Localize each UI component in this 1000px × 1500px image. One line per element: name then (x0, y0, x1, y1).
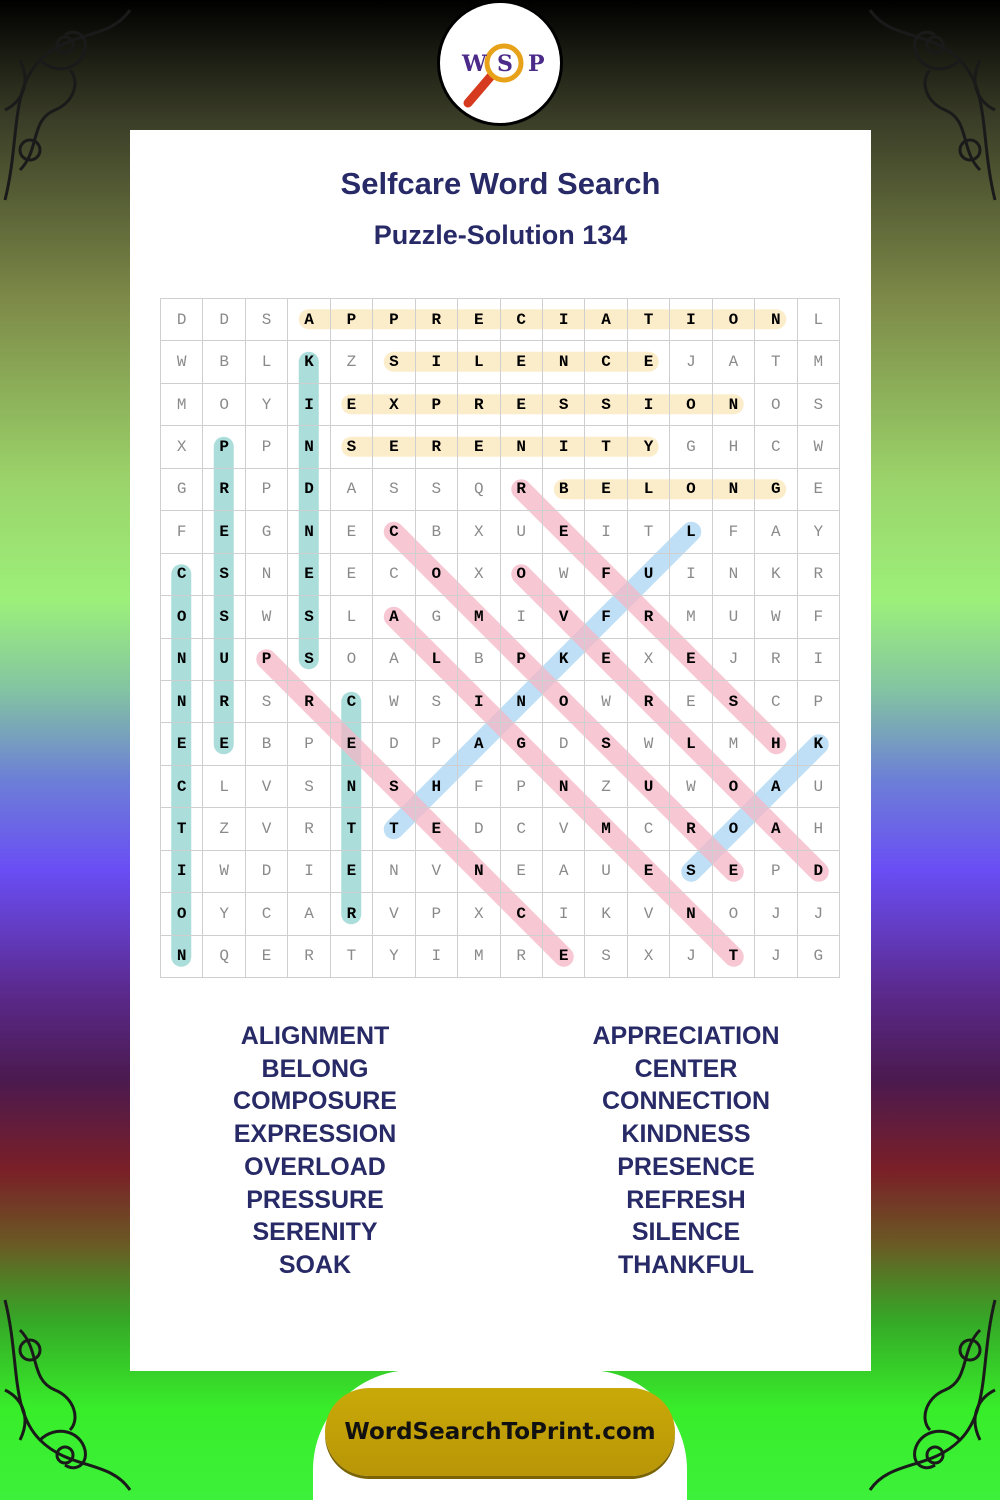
grid-cell[interactable]: L (458, 341, 500, 383)
grid-cell[interactable]: L (246, 341, 288, 383)
grid-cell[interactable]: L (331, 596, 373, 638)
grid-cell[interactable]: R (331, 893, 373, 935)
grid-cell[interactable]: N (288, 511, 330, 553)
grid-cell[interactable]: N (713, 469, 755, 511)
grid-cell[interactable]: Y (373, 936, 415, 978)
grid-cell[interactable]: K (288, 341, 330, 383)
grid-cell[interactable]: L (670, 723, 712, 765)
grid-cell[interactable]: X (458, 554, 500, 596)
grid-cell[interactable]: L (203, 766, 245, 808)
grid-cell[interactable]: C (373, 511, 415, 553)
grid-cell[interactable]: L (416, 639, 458, 681)
grid-cell[interactable]: R (501, 936, 543, 978)
grid-cell[interactable]: S (543, 384, 585, 426)
grid-cell[interactable]: U (501, 511, 543, 553)
grid-cell[interactable]: E (670, 639, 712, 681)
grid-cell[interactable]: M (798, 341, 840, 383)
grid-cell[interactable]: I (670, 554, 712, 596)
grid-cell[interactable]: E (331, 723, 373, 765)
grid-cell[interactable]: P (373, 299, 415, 341)
grid-cell[interactable]: S (585, 723, 627, 765)
grid-cell[interactable]: C (585, 341, 627, 383)
grid-cell[interactable]: V (628, 893, 670, 935)
word-list-item: PRESSURE (246, 1185, 384, 1214)
grid-cell[interactable]: E (501, 341, 543, 383)
grid-cell[interactable]: O (670, 469, 712, 511)
grid-cell[interactable]: C (501, 299, 543, 341)
grid-cell[interactable]: W (670, 766, 712, 808)
grid-cell[interactable]: O (543, 681, 585, 723)
grid-cell[interactable]: O (713, 766, 755, 808)
logo-letter-w: W (462, 51, 487, 77)
grid-cell[interactable]: G (416, 596, 458, 638)
grid-cell[interactable]: O (713, 893, 755, 935)
grid-cell[interactable]: E (373, 426, 415, 468)
grid-cell[interactable]: G (501, 723, 543, 765)
grid-cell[interactable]: P (288, 723, 330, 765)
grid-cell[interactable]: N (161, 681, 203, 723)
grid-cell[interactable]: E (331, 851, 373, 893)
grid-cell[interactable]: P (246, 426, 288, 468)
grid-cell[interactable]: F (713, 511, 755, 553)
grid-cell[interactable]: J (755, 893, 797, 935)
grid-cell[interactable]: R (670, 808, 712, 850)
grid-cell[interactable]: D (543, 723, 585, 765)
grid-cell[interactable]: T (331, 936, 373, 978)
grid-cell[interactable]: D (161, 299, 203, 341)
grid-cell[interactable]: S (331, 426, 373, 468)
grid-cell[interactable]: B (246, 723, 288, 765)
grid-cell[interactable]: R (203, 681, 245, 723)
word-list-item: THANKFUL (617, 1250, 755, 1279)
grid-cell[interactable]: N (458, 851, 500, 893)
grid-cell[interactable]: E (331, 554, 373, 596)
grid-cell[interactable]: C (331, 681, 373, 723)
grid-cell[interactable]: N (501, 681, 543, 723)
grid-cell[interactable]: S (288, 596, 330, 638)
grid-cell[interactable]: C (161, 554, 203, 596)
corner-ornament-top-left (0, 0, 150, 220)
grid-cell[interactable]: U (798, 766, 840, 808)
grid-cell[interactable]: N (755, 299, 797, 341)
grid-cell[interactable]: I (543, 426, 585, 468)
grid-cell[interactable]: E (501, 384, 543, 426)
grid-cell[interactable]: P (501, 766, 543, 808)
grid-cell[interactable]: I (543, 893, 585, 935)
grid-cell[interactable]: A (458, 723, 500, 765)
grid-cell[interactable]: X (458, 893, 500, 935)
word-list-item: ALIGNMENT (240, 1022, 390, 1050)
grid-cell[interactable]: J (713, 639, 755, 681)
grid-cell[interactable]: B (543, 469, 585, 511)
word-list-right (501, 1020, 871, 1282)
grid-cell[interactable]: A (713, 341, 755, 383)
grid-cell[interactable]: P (501, 639, 543, 681)
grid-cell[interactable]: S (585, 936, 627, 978)
grid-cell[interactable]: A (755, 511, 797, 553)
grid-cell[interactable]: M (458, 936, 500, 978)
word-list-item: REFRESH (626, 1185, 746, 1214)
grid-cell[interactable]: E (331, 511, 373, 553)
grid-cell[interactable]: Y (798, 511, 840, 553)
grid-cell[interactable]: N (501, 426, 543, 468)
word-list-item: KINDNESS (621, 1120, 751, 1149)
grid-cell[interactable]: A (373, 639, 415, 681)
grid-cell[interactable]: Z (585, 766, 627, 808)
grid-cell[interactable]: R (416, 426, 458, 468)
grid-cell[interactable]: X (628, 936, 670, 978)
grid-cell[interactable]: S (416, 681, 458, 723)
grid-cell[interactable]: M (713, 723, 755, 765)
grid-cell[interactable]: P (416, 723, 458, 765)
word-list-left (130, 1020, 500, 1282)
grid-cell[interactable]: W (585, 681, 627, 723)
magnifier-handle-icon (468, 75, 492, 103)
corner-ornament-top-right (850, 0, 1000, 220)
grid-cell[interactable]: J (755, 936, 797, 978)
grid-cell[interactable]: I (416, 341, 458, 383)
logo-letter-p: P (528, 51, 545, 77)
grid-cell[interactable]: I (458, 681, 500, 723)
grid-cell[interactable]: L (670, 511, 712, 553)
grid-cell[interactable]: S (798, 384, 840, 426)
grid-cell[interactable]: B (458, 639, 500, 681)
grid-cell[interactable]: E (543, 511, 585, 553)
grid-cell[interactable]: S (203, 596, 245, 638)
grid-cell[interactable]: T (628, 299, 670, 341)
grid-cell[interactable]: O (161, 893, 203, 935)
word-list-item: PRESENCE (617, 1152, 755, 1181)
grid-cell[interactable]: C (373, 554, 415, 596)
grid-cell[interactable]: E (585, 639, 627, 681)
grid-cell[interactable]: R (798, 554, 840, 596)
grid-cell[interactable]: C (755, 681, 797, 723)
grid-cell[interactable]: X (628, 639, 670, 681)
grid-cell[interactable]: X (458, 511, 500, 553)
grid-cell[interactable]: T (755, 341, 797, 383)
grid-cell[interactable]: P (416, 384, 458, 426)
grid-cell[interactable]: P (798, 681, 840, 723)
grid-cell[interactable]: N (161, 936, 203, 978)
grid-cell[interactable]: T (713, 936, 755, 978)
grid-cell[interactable]: I (161, 851, 203, 893)
grid-cell[interactable]: V (416, 851, 458, 893)
grid-cell[interactable]: C (246, 893, 288, 935)
grid-cell[interactable]: S (670, 851, 712, 893)
grid-cell[interactable]: P (246, 639, 288, 681)
grid-cell[interactable]: X (373, 384, 415, 426)
grid-cell[interactable]: G (161, 469, 203, 511)
grid-cell[interactable]: D (246, 851, 288, 893)
grid-cell[interactable]: C (161, 766, 203, 808)
grid-cell[interactable]: E (501, 851, 543, 893)
grid-cell[interactable]: S (373, 341, 415, 383)
grid-cell[interactable]: N (373, 851, 415, 893)
grid-cell[interactable]: M (458, 596, 500, 638)
grid-cell[interactable]: S (585, 384, 627, 426)
grid-cell[interactable]: N (670, 893, 712, 935)
grid-cell[interactable]: P (246, 469, 288, 511)
grid-cell[interactable]: E (585, 469, 627, 511)
grid-cell[interactable]: I (416, 936, 458, 978)
grid-cell[interactable]: Y (203, 893, 245, 935)
grid-cell[interactable]: E (670, 681, 712, 723)
grid-cell[interactable]: U (585, 851, 627, 893)
grid-cell[interactable]: E (288, 554, 330, 596)
grid-cell[interactable]: O (755, 384, 797, 426)
grid-cell[interactable]: W (373, 681, 415, 723)
page-title: Selfcare Word Search (340, 166, 661, 201)
grid-cell[interactable]: I (585, 511, 627, 553)
word-list-item: SERENITY (252, 1218, 378, 1247)
grid-cell[interactable]: I (798, 639, 840, 681)
grid-cell[interactable]: G (755, 469, 797, 511)
letter-grid (160, 298, 840, 978)
word-list-item: CENTER (634, 1054, 738, 1083)
grid-cell[interactable]: D (288, 469, 330, 511)
grid-cell[interactable]: E (331, 384, 373, 426)
grid-cell[interactable]: K (755, 554, 797, 596)
grid-cell[interactable]: U (203, 639, 245, 681)
grid-cell[interactable]: R (288, 808, 330, 850)
grid-cell[interactable]: E (628, 341, 670, 383)
word-list-item: BELONG (261, 1054, 369, 1083)
grid-cell[interactable]: U (628, 554, 670, 596)
grid-cell[interactable]: H (755, 723, 797, 765)
grid-cell[interactable]: O (416, 554, 458, 596)
grid-cell[interactable]: N (543, 341, 585, 383)
grid-cell[interactable]: V (543, 596, 585, 638)
grid-cell[interactable]: W (543, 554, 585, 596)
grid-cell[interactable]: S (416, 469, 458, 511)
word-list-item: EXPRESSION (233, 1120, 397, 1149)
grid-cell[interactable]: O (161, 596, 203, 638)
corner-ornament-bottom-left (0, 1280, 150, 1500)
grid-cell[interactable]: H (713, 426, 755, 468)
grid-cell[interactable]: P (203, 426, 245, 468)
grid-cell[interactable]: R (755, 639, 797, 681)
grid-cell[interactable]: F (585, 596, 627, 638)
grid-cell[interactable]: E (713, 851, 755, 893)
word-list-item: COMPOSURE (233, 1087, 397, 1116)
grid-cell[interactable]: L (798, 299, 840, 341)
grid-cell[interactable]: A (331, 469, 373, 511)
grid-cell[interactable]: P (755, 851, 797, 893)
grid-cell[interactable]: E (203, 511, 245, 553)
grid-cell[interactable]: A (288, 299, 330, 341)
grid-cell[interactable]: N (161, 639, 203, 681)
grid-cell[interactable]: S (373, 766, 415, 808)
grid-cell[interactable]: H (416, 766, 458, 808)
grid-cell[interactable]: O (203, 384, 245, 426)
grid-cell[interactable]: A (755, 766, 797, 808)
grid-cell[interactable]: W (203, 851, 245, 893)
grid-cell[interactable]: F (458, 766, 500, 808)
grid-cell[interactable]: E (416, 808, 458, 850)
grid-cell[interactable]: Q (203, 936, 245, 978)
grid-cell[interactable]: I (628, 384, 670, 426)
grid-cell[interactable]: C (755, 426, 797, 468)
grid-cell[interactable]: F (798, 596, 840, 638)
grid-cell[interactable]: M (670, 596, 712, 638)
grid-cell[interactable]: W (755, 596, 797, 638)
grid-cell[interactable]: U (628, 766, 670, 808)
grid-cell[interactable]: A (585, 299, 627, 341)
grid-cell[interactable]: S (203, 554, 245, 596)
grid-cell[interactable]: I (501, 596, 543, 638)
word-list-item: SILENCE (631, 1218, 741, 1247)
word-list-item: CONNECTION (601, 1087, 771, 1116)
grid-cell[interactable]: R (458, 384, 500, 426)
grid-cell[interactable]: X (161, 426, 203, 468)
grid-cell[interactable]: S (246, 299, 288, 341)
grid-cell[interactable]: L (628, 469, 670, 511)
grid-cell[interactable]: E (246, 936, 288, 978)
grid-cell[interactable]: N (543, 766, 585, 808)
grid-cell[interactable]: K (543, 639, 585, 681)
grid-cell[interactable]: V (373, 893, 415, 935)
grid-cell[interactable]: A (755, 808, 797, 850)
grid-cell[interactable]: T (373, 808, 415, 850)
grid-cell[interactable]: O (713, 299, 755, 341)
grid-cell[interactable]: U (713, 596, 755, 638)
grid-cell[interactable]: Z (331, 341, 373, 383)
grid-cell[interactable]: P (416, 893, 458, 935)
logo-letter-s: S (497, 51, 513, 77)
grid-cell[interactable]: E (458, 299, 500, 341)
grid-cell[interactable]: E (161, 723, 203, 765)
grid-cell[interactable]: D (373, 723, 415, 765)
grid-cell[interactable]: Q (458, 469, 500, 511)
page-subtitle: Puzzle-Solution 134 (373, 220, 628, 250)
grid-cell[interactable]: J (670, 341, 712, 383)
grid-cell[interactable]: K (798, 723, 840, 765)
grid-cell[interactable]: E (798, 469, 840, 511)
grid-cell[interactable]: R (501, 469, 543, 511)
grid-cell[interactable]: C (628, 808, 670, 850)
grid-cell[interactable]: R (203, 469, 245, 511)
grid-cell[interactable]: S (288, 639, 330, 681)
grid-cell[interactable]: V (246, 808, 288, 850)
grid-cell[interactable]: G (798, 936, 840, 978)
grid-cell[interactable]: M (161, 384, 203, 426)
grid-cell[interactable]: N (246, 554, 288, 596)
footer-tab (313, 1370, 687, 1500)
grid-cell[interactable]: K (585, 893, 627, 935)
word-search-grid (160, 298, 840, 978)
grid-cell[interactable]: W (161, 341, 203, 383)
grid-cell[interactable]: M (585, 808, 627, 850)
grid-cell[interactable]: W (246, 596, 288, 638)
grid-cell[interactable]: O (331, 639, 373, 681)
grid-cell[interactable]: S (713, 681, 755, 723)
grid-cell[interactable]: A (373, 596, 415, 638)
grid-cell[interactable]: R (628, 596, 670, 638)
grid-cell[interactable]: W (798, 426, 840, 468)
grid-cell[interactable]: T (161, 808, 203, 850)
grid-cell[interactable]: E (458, 426, 500, 468)
grid-cell[interactable]: N (713, 554, 755, 596)
grid-cell[interactable]: T (331, 808, 373, 850)
grid-cell[interactable]: W (628, 723, 670, 765)
grid-cell[interactable]: H (798, 808, 840, 850)
grid-cell[interactable]: R (416, 299, 458, 341)
grid-cell[interactable]: Y (628, 426, 670, 468)
grid-cell[interactable]: S (288, 766, 330, 808)
grid-cell[interactable]: V (543, 808, 585, 850)
grid-cell[interactable]: Y (246, 384, 288, 426)
grid-cell[interactable]: S (246, 681, 288, 723)
grid-cell[interactable]: E (203, 723, 245, 765)
puzzle-card (130, 130, 871, 1371)
grid-cell[interactable]: I (288, 851, 330, 893)
grid-cell[interactable]: O (713, 808, 755, 850)
grid-cell[interactable]: J (670, 936, 712, 978)
grid-cell[interactable]: G (246, 511, 288, 553)
grid-cell[interactable]: F (585, 554, 627, 596)
grid-cell[interactable]: R (288, 936, 330, 978)
grid-cell[interactable]: D (203, 299, 245, 341)
grid-cell[interactable]: P (331, 299, 373, 341)
grid-cell[interactable]: D (458, 808, 500, 850)
grid-cell[interactable]: I (543, 299, 585, 341)
grid-cell[interactable]: A (543, 851, 585, 893)
grid-cell[interactable]: R (628, 681, 670, 723)
grid-cell[interactable]: G (670, 426, 712, 468)
grid-cell[interactable]: I (670, 299, 712, 341)
grid-cell[interactable]: T (585, 426, 627, 468)
grid-cell[interactable]: N (288, 426, 330, 468)
grid-cell[interactable]: T (628, 511, 670, 553)
word-list-item: APPRECIATION (592, 1022, 780, 1050)
grid-cell[interactable]: C (501, 808, 543, 850)
grid-cell[interactable]: B (203, 341, 245, 383)
word-list-item: OVERLOAD (244, 1152, 386, 1181)
grid-cell[interactable]: F (161, 511, 203, 553)
site-link-button[interactable]: WordSearchToPrint.com (325, 1388, 675, 1476)
grid-cell[interactable]: V (246, 766, 288, 808)
grid-cell[interactable]: J (798, 893, 840, 935)
grid-cell[interactable]: N (331, 766, 373, 808)
grid-cell[interactable]: N (713, 384, 755, 426)
site-logo[interactable] (437, 0, 563, 126)
grid-cell[interactable]: O (501, 554, 543, 596)
grid-cell[interactable]: B (416, 511, 458, 553)
grid-cell[interactable]: D (798, 851, 840, 893)
grid-cell[interactable]: S (373, 469, 415, 511)
grid-cell[interactable]: O (670, 384, 712, 426)
grid-cell[interactable]: E (628, 851, 670, 893)
grid-cell[interactable]: Z (203, 808, 245, 850)
word-list-item: SOAK (278, 1250, 352, 1279)
grid-cell[interactable]: A (288, 893, 330, 935)
grid-cell[interactable]: I (288, 384, 330, 426)
grid-cell[interactable]: C (501, 893, 543, 935)
grid-cell[interactable]: R (288, 681, 330, 723)
corner-ornament-bottom-right (850, 1280, 1000, 1500)
grid-cell[interactable]: E (543, 936, 585, 978)
